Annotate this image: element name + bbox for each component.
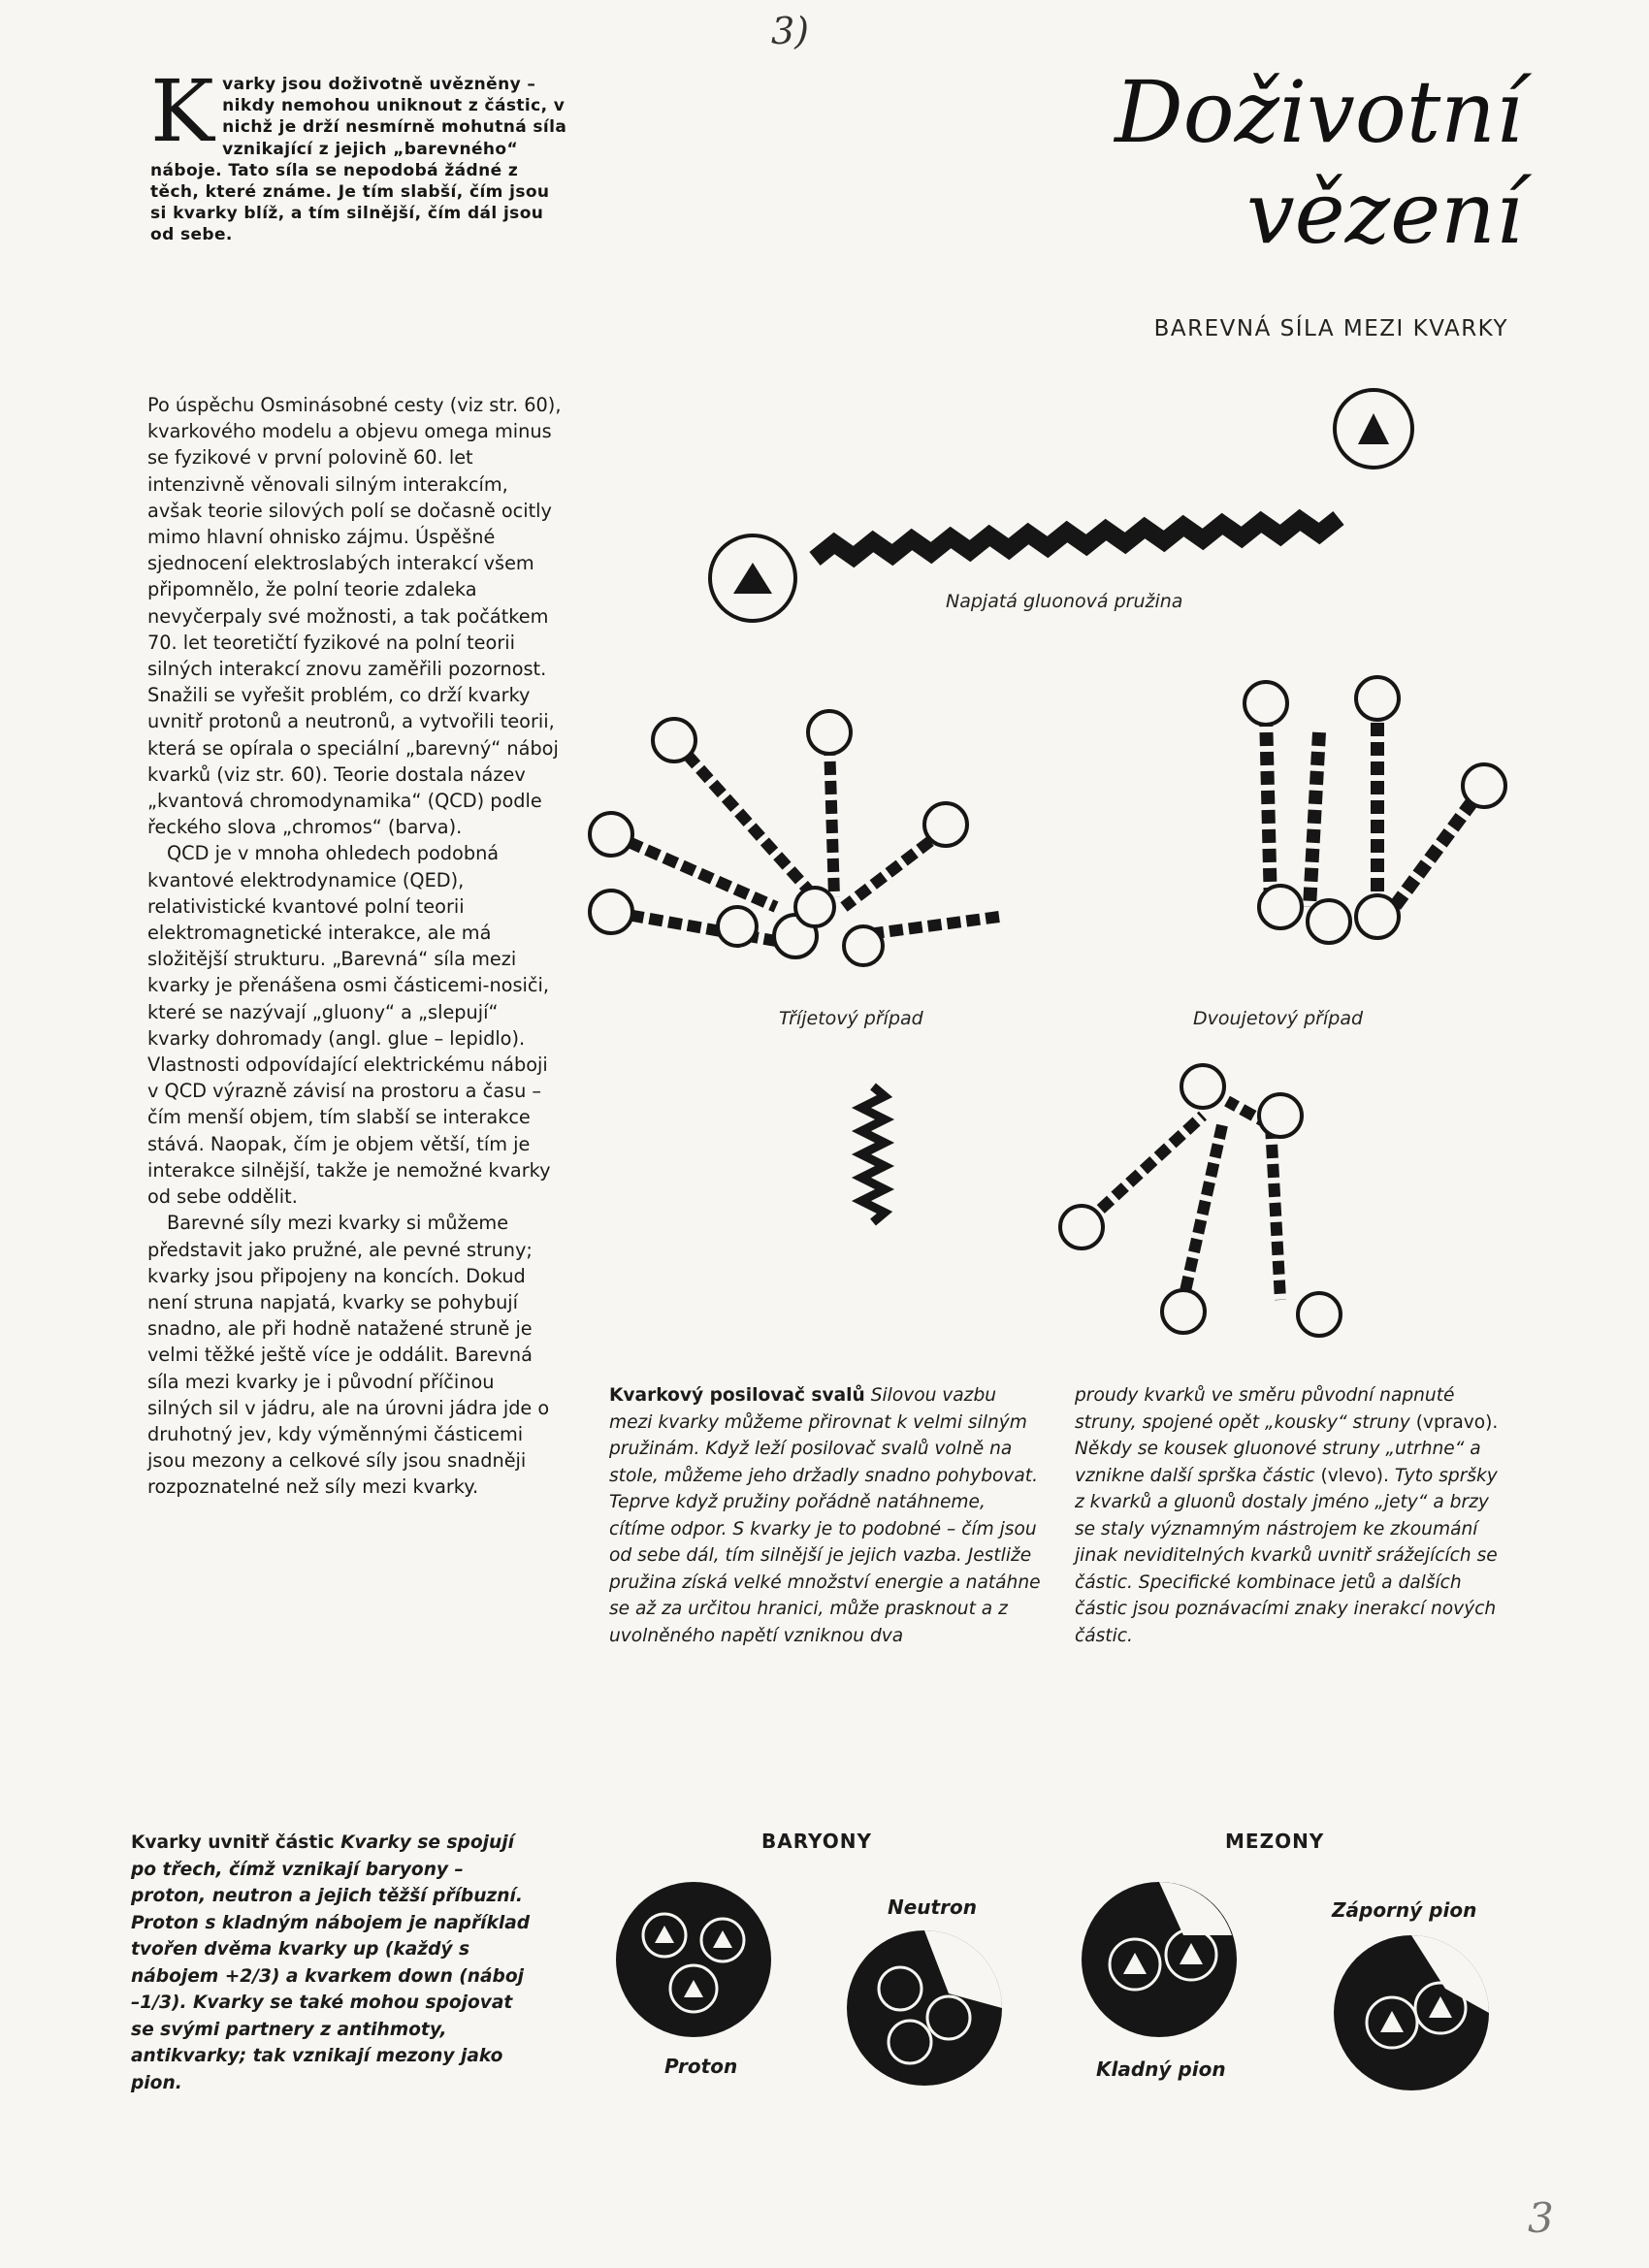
drop-cap: K <box>150 61 215 161</box>
label-neutron: Neutron <box>888 1895 977 1919</box>
quarks-inside-caption <box>131 1830 538 2096</box>
label-mezony: MEZONY <box>1225 1830 1325 1853</box>
label-positive-pion: Kladný pion <box>1096 2057 1226 2081</box>
main-text-column <box>147 392 565 1501</box>
page-title <box>951 62 1523 264</box>
gluon-spring <box>815 518 1339 559</box>
title-line-2: vězení <box>1245 163 1523 263</box>
booster-text-d: (vlevo). <box>1320 1465 1389 1486</box>
caption-spring: Napjatá gluonová pružina <box>946 591 1183 612</box>
caption-three-jet: Tříjetový případ <box>779 1008 923 1029</box>
label-proton: Proton <box>664 2055 738 2078</box>
booster-text-c: Někdy se kousek gluonové struny „utrhne“ a vznikne další sprška částic <box>1075 1439 1481 1486</box>
neutron-illustration <box>842 1926 1007 2090</box>
main-paragraph-1: Po úspěchu Osminásobné cesty (viz str. 60), kvarkového modelu a objevu omega minus se fyzikové v první polovině 60. let intenzivně věnovali silným interakcím, avšak teorie silových polí se dočasně ocitly mimo hlavní ohnisko zájmu. Úspěšné sjednocení elektroslabých interakcí všem připomnělo, že polní teorie zdaleka nevyčerpaly své možnosti, a tak počátkem 70. let teoretičtí fyzikové na polní teorii silných interakcí znovu zaměřili pozornost. Snažili se vyřešit problém, co drží kvarky uvnitř protonů a neutronů, a vytvořili teorii, která se opírala o speciální „barevný“ náboj kvarků (viz str. 60). Teorie dostala název „kvantová chromodynamika“ (QCD) podle řeckého slova „chromos“ (barva). <box>147 394 562 839</box>
proton-illustration <box>611 1877 776 2042</box>
booster-text-e: Tyto spršky z kvarků a gluonů dostaly jméno „jety“ a brzy se staly významným nástrojem ke zkoumání jinak neviditelných kvarků uvnitř srážejících se částic. Specifické kombinace jetů a dalších částic jsou poznávacími znaky inerakcí nových částic. <box>1075 1465 1498 1646</box>
booster-heading: Kvarkový posilovač svalů <box>609 1385 865 1406</box>
label-baryony: BARYONY <box>761 1830 873 1853</box>
page-number-bottom: 3 <box>1528 2194 1554 2242</box>
intro-paragraph <box>150 61 567 246</box>
main-paragraph-2: QCD je v mnoha ohledech podobná kvantové elektrodynamice (QED), relativistické kvantové polní teorii elektromagnetické interakce, ale má složitější strukturu. „Barevná“ síla mezi kvarky je přenášena osmi částicemi-nosiči, které se nazývají „gluony“ a „slepují“ kvarky dohromady (angl. glue – lepidlo). Vlastnosti odpovídající elektrickému náboji v QCD výrazně závisí na prostoru a času – čím menší objem, tím slabší se interakce stává. Naopak, čím je objem větší, tím je interakce silnější, takže je nemožné kvarky od sebe oddělit. <box>147 842 551 1209</box>
broken-spring-figure <box>1048 1057 1377 1339</box>
positive-pion-illustration <box>1077 1877 1242 2042</box>
label-negative-pion: Záporný pion <box>1332 1898 1477 1922</box>
booster-text-b: (vpravo). <box>1415 1411 1499 1433</box>
page-number-top: 3) <box>771 10 810 52</box>
two-jet-figure <box>1242 674 1533 985</box>
booster-caption-left <box>609 1382 1041 1649</box>
single-spring-figure <box>854 1077 892 1271</box>
page-subtitle: BAREVNÁ SÍLA MEZI KVARKY <box>1153 316 1508 341</box>
booster-text-a: proudy kvarků ve směru původní napnuté struny, spojené opět „kousky“ struny <box>1075 1385 1455 1433</box>
quarks-inside-text: Kvarky se spojují po třech, čímž vznikají baryony – proton, neutron a jejich těžší příbuzní. Proton s kladným nábojem je například tvořen dvěma kvarky up (každý s nábojem +2/3) a kvarkem down (náboj –1/3). Kvarky se také mohou spojovat se svými partnery z antihmoty, antikvarky; tak vznikají mezony jako pion. <box>131 1832 531 2093</box>
gluon-spring-figure <box>698 388 1474 601</box>
intro-text: varky jsou doživotně uvězněny – nikdy nemohou uniknout z částic, v nichž je drží nesmírně mohutná síla vznikající z jejich „barevného“ náboje. Tato síla se nepodobá žádné z těch, které známe. Je tím slabší, čím jsou si kvarky blíž, a tím silnější, čím dál jsou od sebe. <box>150 75 567 245</box>
booster-caption-right <box>1075 1382 1506 1649</box>
three-jet-figure <box>582 703 989 994</box>
booster-text-left: Silovou vazbu mezi kvarky můžeme přirovnat k velmi silným pružinám. Když leží posilovač svalů volně na stole, můžeme jeho držadly snadno pohybovat. Teprve když pružiny pořádně natáhneme, cítíme odpor. S kvarky je to podobné – čím jsou od sebe dál, tím silnější je jejich vazba. Jestliže pružina získá velké množství energie a natáhne se až za určitou hranici, může prasknout a z uvolněného napětí vzniknou dva <box>609 1385 1041 1646</box>
main-paragraph-3: Barevné síly mezi kvarky si můžeme představit jako pružné, ale pevné struny; kvarky jsou připojeny na koncích. Dokud není struna napjatá, kvarky se pohybují snadno, ale při hodně natažené struně je velmi těžké ještě více je oddálit. Barevná síla mezi kvarky je i původní příčinou silných sil v jádru, ale na úrovni jádra jde o druhotný jev, kdy výměnnými částicemi jsou mezony a celkové síly jsou snadněji rozpoznatelné než síly mezi kvarky. <box>147 1212 550 1499</box>
quarks-inside-heading: Kvarky uvnitř částic <box>131 1832 335 1853</box>
negative-pion-illustration <box>1329 1930 1494 2095</box>
caption-two-jet: Dvoujetový případ <box>1193 1008 1364 1029</box>
title-line-1: Doživotní <box>1115 62 1523 162</box>
